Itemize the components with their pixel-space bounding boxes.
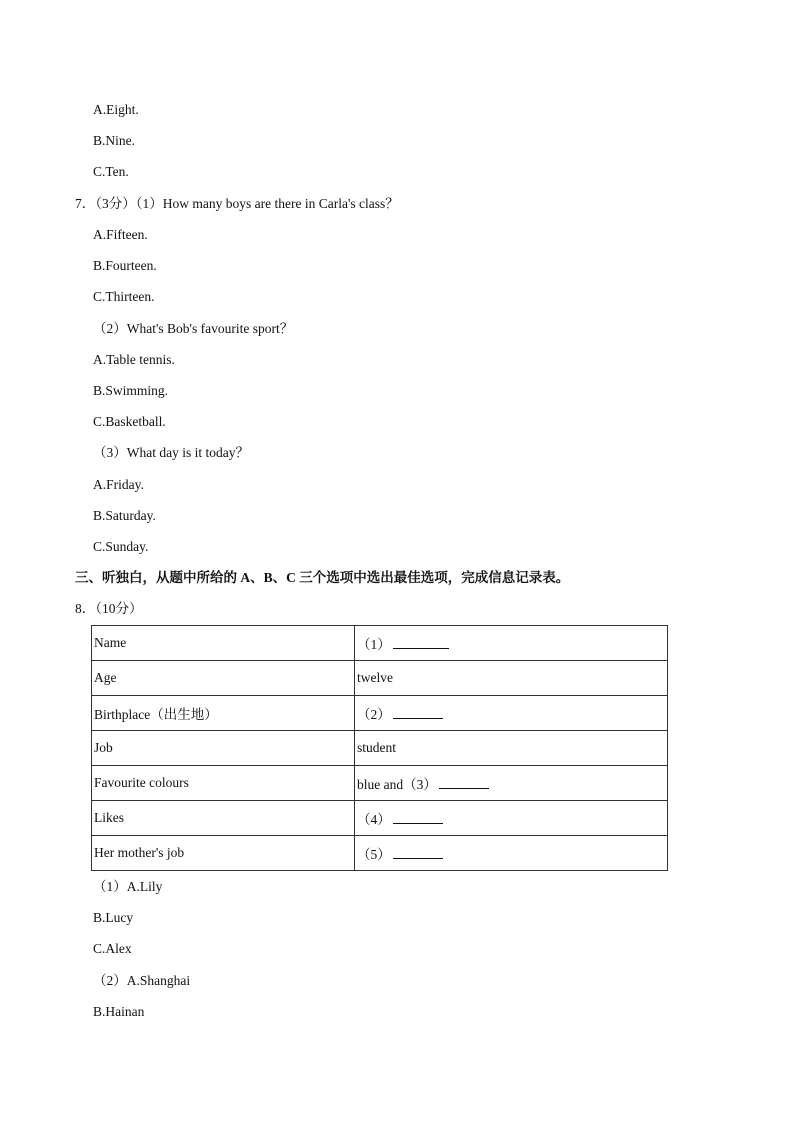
row-label: Birthplace（出生地） [92,696,355,731]
question-8-number: 8．（10分） [75,601,143,616]
question-7-sub1-prompt: （1）How many boys are there in Carla's class？ [135,196,399,211]
q7-sub2-option-b: B.Swimming. [93,383,169,398]
row-label: Name [92,626,355,661]
row-value: student [355,731,668,766]
q7-sub3-option-a: A.Friday. [93,477,144,492]
table-row [92,661,668,696]
question-7-header [75,196,399,212]
q7-sub2-option-c: C.Basketball. [93,414,166,429]
row-value-text: （1） [357,637,391,652]
question-7-number: 7．（3分） [75,196,136,211]
section-3-heading: 三、听独白，从题中所给的 A、B、C 三个选项中选出最佳选项，完成信息记录表。 [75,570,570,585]
row-label: Likes [92,801,355,836]
row-value [355,696,668,731]
info-record-table [91,625,668,871]
answer-blank [439,776,489,789]
prev-option-c: C.Ten. [93,164,129,179]
q7-sub3-prompt: （3）What day is it today？ [93,445,249,460]
row-label: Favourite colours [92,766,355,801]
row-value [355,801,668,836]
answer-blank [393,636,449,649]
row-value [355,836,668,871]
q8-1-option-c: C.Alex [93,941,132,956]
q7-sub3-option-c: C.Sunday. [93,539,149,554]
row-label: Age [92,661,355,696]
row-value-text: （2） [357,707,391,722]
q7-sub1-option-c: C.Thirteen. [93,289,155,304]
row-label: Her mother's job [92,836,355,871]
row-label: Job [92,731,355,766]
q7-sub1-option-a: A.Fifteen. [93,227,148,242]
row-value-text: blue and（3） [357,777,437,792]
row-value: twelve [355,661,668,696]
table-row [92,766,668,801]
answer-blank [393,811,443,824]
row-value [355,766,668,801]
table-row [92,696,668,731]
q7-sub1-option-b: B.Fourteen. [93,258,157,273]
answer-blank [393,846,443,859]
row-value [355,626,668,661]
q8-1-option-a: （1）A.Lily [93,879,163,894]
table-row [92,836,668,871]
q7-sub2-prompt: （2）What's Bob's favourite sport？ [93,321,294,336]
q7-sub2-option-a: A.Table tennis. [93,352,175,367]
row-value-text: （5） [357,847,391,862]
prev-option-b: B.Nine. [93,133,135,148]
table-row [92,626,668,661]
q8-2-option-a: （2）A.Shanghai [93,973,191,988]
prev-option-a: A.Eight. [93,102,139,117]
table-row [92,731,668,766]
row-value-text: （4） [357,812,391,827]
q8-2-option-b: B.Hainan [93,1004,145,1019]
q7-sub3-option-b: B.Saturday. [93,508,156,523]
answer-blank [393,706,443,719]
q8-1-option-b: B.Lucy [93,910,134,925]
table-row [92,801,668,836]
